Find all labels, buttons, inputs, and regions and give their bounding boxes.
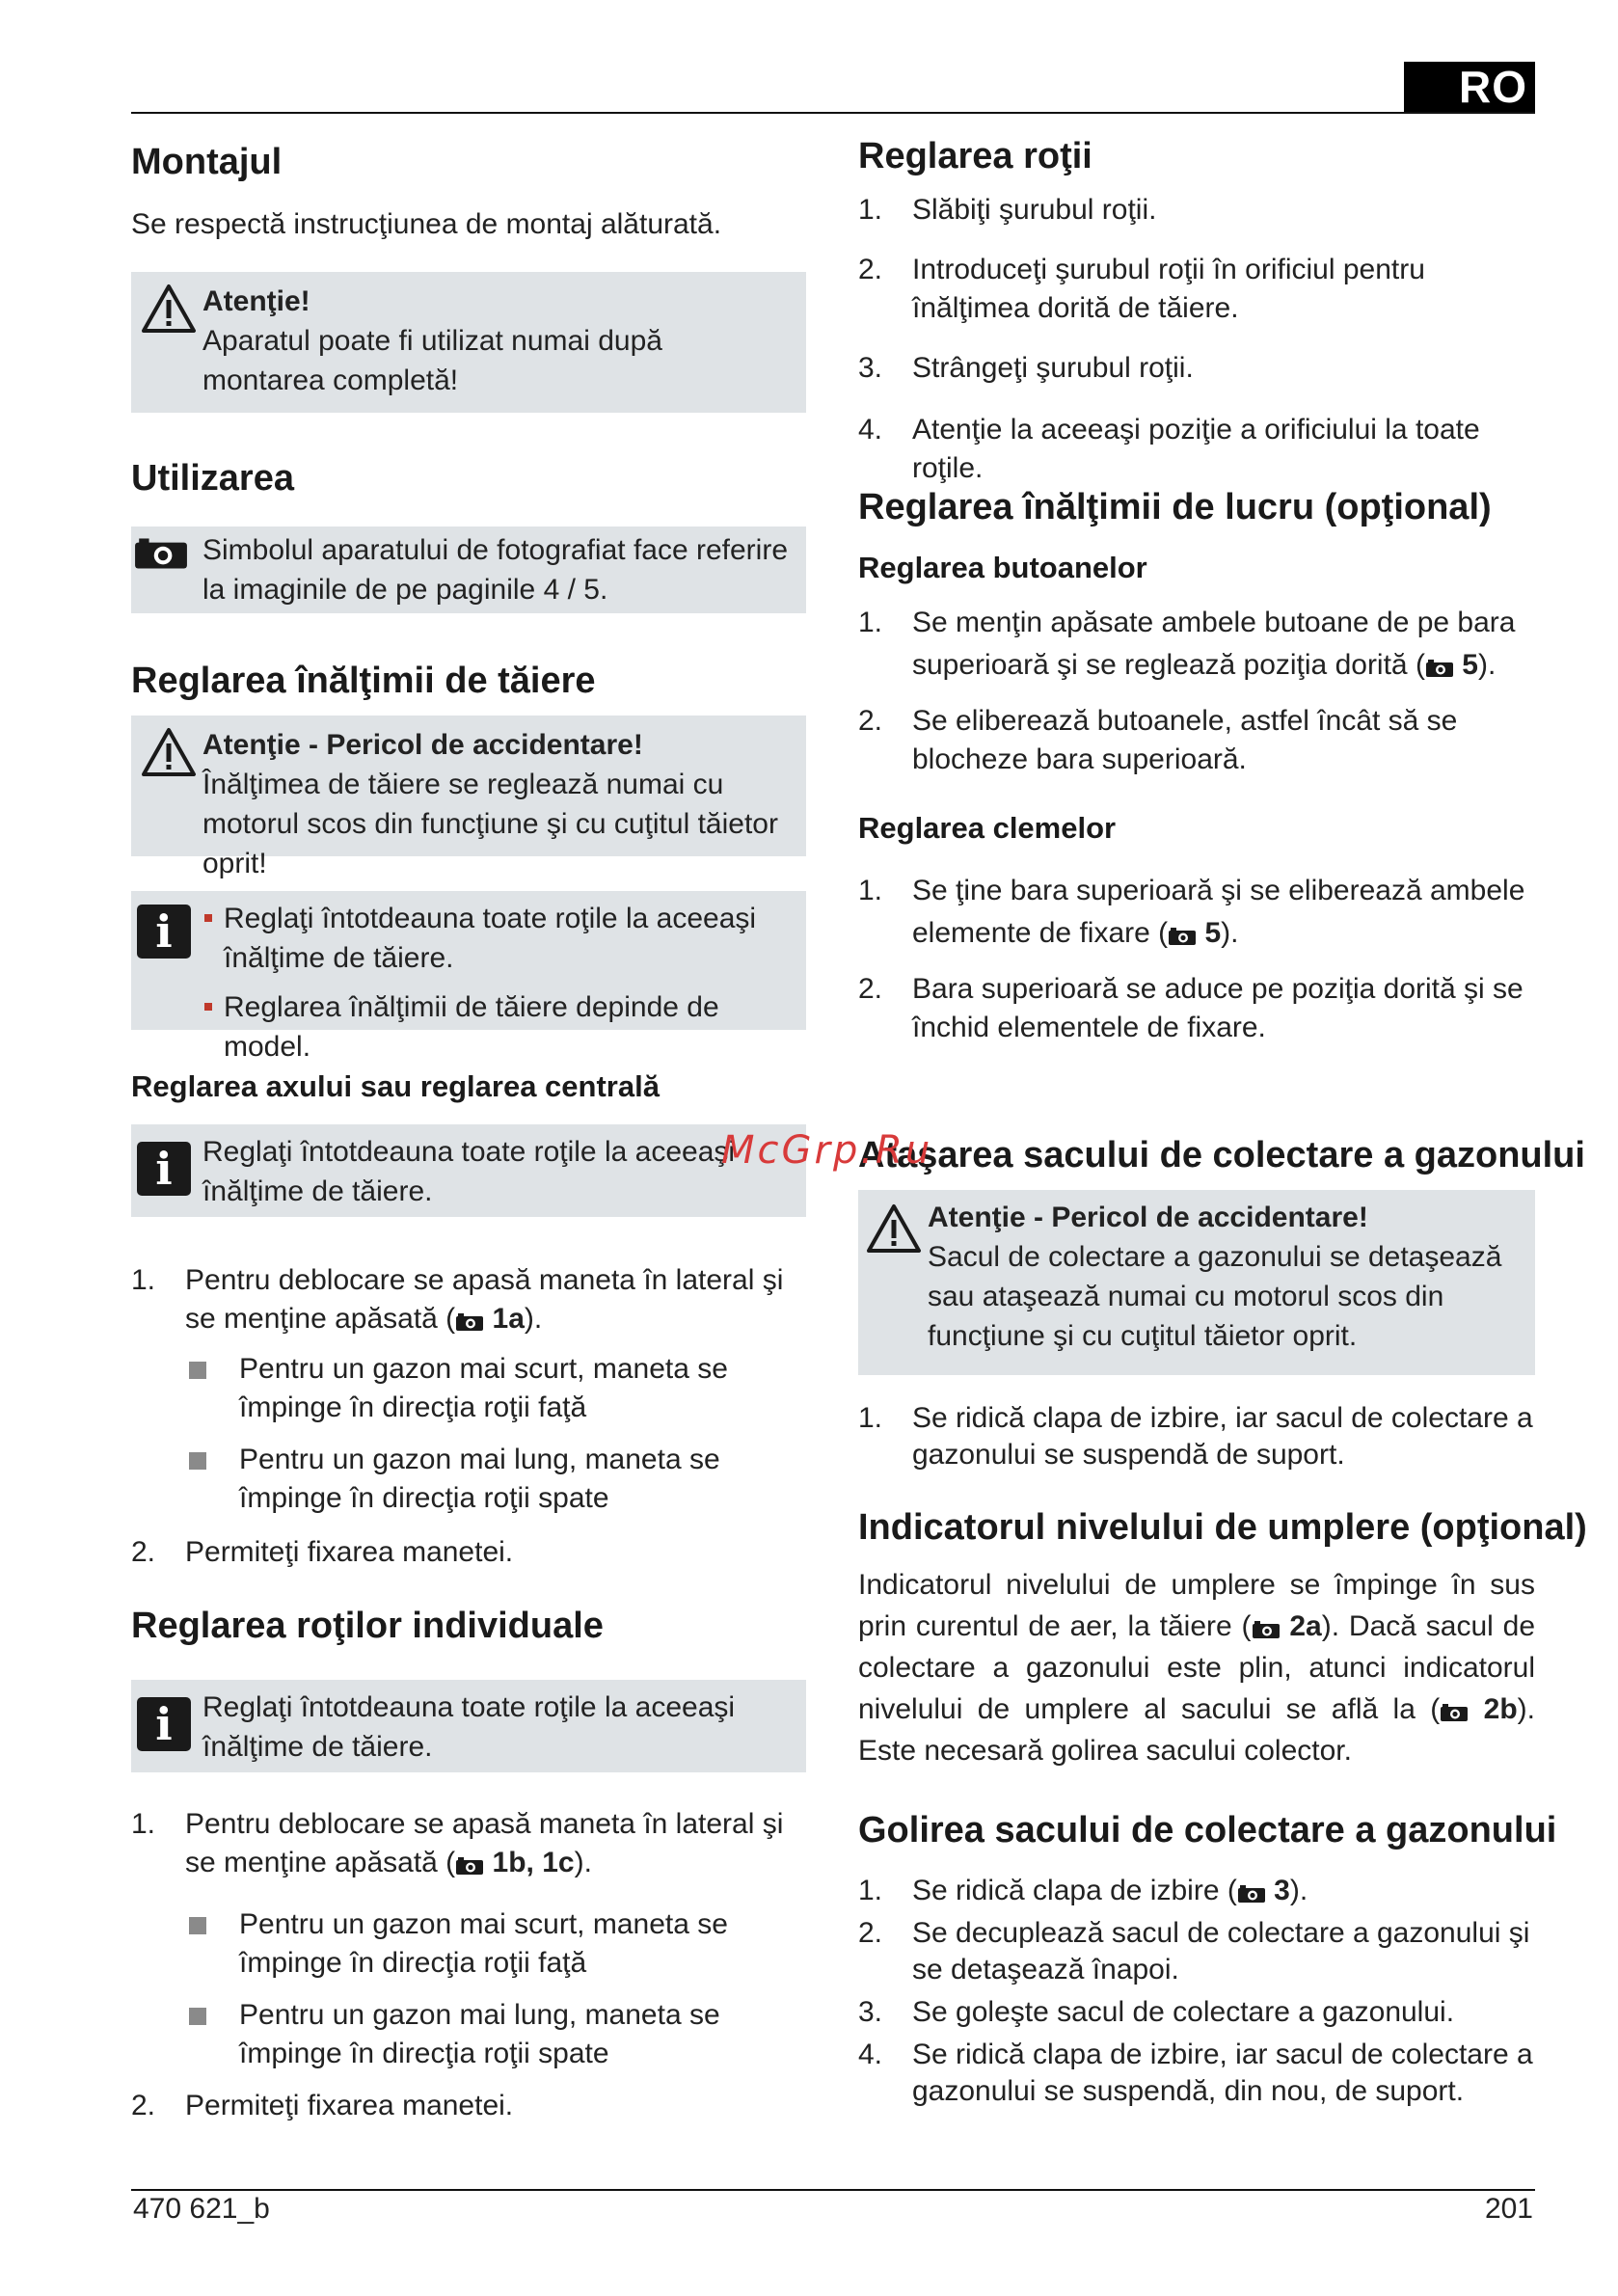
step-item: 3. Se goleşte sacul de colectare a gazonului. (858, 1996, 1455, 2028)
footer-document-code: 470 621_b (133, 2193, 270, 2225)
camera-note-text: Simbolul aparatului de fotografiat face referire la imaginile de pe paginile 4 / 5. (202, 534, 789, 606)
golire-steps (858, 1873, 1535, 2110)
warning-icon (141, 284, 197, 334)
watermark: McGrp.Ru (721, 1128, 933, 1173)
section-title-montaj: Montajul (131, 142, 283, 182)
info-bullet: Reglarea înălţimii de tăiere depinde de model. (202, 987, 781, 1067)
warning-box-montaj (131, 272, 806, 413)
subsection-title-clemelor: Reglarea clemelor (858, 811, 1117, 845)
bullet-marker (189, 2008, 206, 2025)
axul-substeps (185, 1350, 806, 1518)
warning-text: Înălţimea de tăiere se reglează numai cu motorul scos din funcţiune şi cu cuţitul tăietor oprit! (202, 769, 778, 879)
step-item: 3. Strângeţi şurubul roţii. (858, 352, 1194, 384)
subsection-title-axul: Reglarea axului sau reglarea centrală (131, 1069, 660, 1103)
substep-item: Pentru un gazon mai lung, maneta se împinge în direcţia roţii spate (185, 1441, 806, 1518)
camera-icon (1440, 1703, 1469, 1722)
info-box-individuale (131, 1680, 806, 1772)
step-item: 2. Bara superioară se aduce pe poziţia dorită şi se închid elementele de fixare. (858, 973, 1524, 1043)
axul-steps-2 (131, 1533, 806, 1572)
bullet-marker (189, 1452, 206, 1470)
clemelor-steps (858, 870, 1535, 1047)
info-box-axul (131, 1124, 806, 1217)
section-title-golire: Golirea sacului de colectare a gazonului (858, 1810, 1557, 1850)
indicator-text: Indicatorul nivelului de umplere se împinge în sus prin curentul de aer, la tăiere ( 2a). Dacă sacul de colectare a gazonului este plin, atunci indicatorul nivelului de umplere al sacului se află la ( 2b). Este necesară golirea sacului colector. (858, 1569, 1535, 1767)
bullet-marker (189, 1362, 206, 1379)
butoane-steps (858, 602, 1535, 779)
info-text: Reglaţi întotdeauna toate roţile la aceeaşi înălţime de tăiere. (202, 1691, 736, 1763)
step-item: 1. Se ţine bara superioară şi se eliberează ambele elemente de fixare ( 5). (858, 875, 1525, 949)
info-box-taiere (131, 891, 806, 1063)
individuale-steps (131, 1805, 806, 1882)
montaj-text: Se respectă instrucţiunea de montaj alăturată. (131, 208, 722, 240)
step-item: 2. Se decuplează sacul de colectare a gazonului şi se detaşează înapoi. (858, 1917, 1530, 1985)
info-icon: i (137, 1697, 191, 1751)
camera-icon (455, 1856, 484, 1876)
header-rule (131, 112, 1535, 114)
section-title-utilizare: Utilizarea (131, 458, 294, 499)
language-code: RO (1459, 62, 1527, 112)
warning-box-taiere (131, 716, 806, 879)
step-item: 1. Se ridică clapa de izbire ( 3). (858, 1875, 1308, 1906)
individuale-substeps (185, 1905, 806, 2073)
camera-icon (133, 536, 189, 571)
section-title-taiere: Reglarea înălţimii de tăiere (131, 661, 596, 701)
step-item: 2. Introduceţi şurubul roţii în orificiul pentru înălţimea dorită de tăiere. (858, 254, 1425, 324)
section-title-lucru: Reglarea înălţimii de lucru (opţional) (858, 487, 1492, 527)
section-title-indicator: Indicatorul nivelului de umplere (opţional) (858, 1507, 1587, 1548)
step-item: 1. Pentru deblocare se apasă maneta în lateral şi se menţine apăsată ( 1a). (131, 1264, 784, 1335)
step-item: 4. Atenţie la aceeaşi poziţie a orificiului la toate roţile. (858, 414, 1480, 484)
warning-box-atasare (858, 1190, 1535, 1375)
section-title-individuale: Reglarea roţilor individuale (131, 1606, 604, 1646)
step-item: 2. Permiteţi fixarea manetei. (131, 1536, 514, 1568)
bullet-marker (204, 914, 212, 922)
camera-icon (1252, 1620, 1281, 1639)
camera-icon (1425, 659, 1454, 678)
camera-icon (1237, 1884, 1266, 1904)
info-text: Reglaţi întotdeauna toate roţile la aceeaşi înălţime de tăiere. (202, 1136, 736, 1207)
step-item: 1. Se menţin apăsate ambele butoane de pe bara superioară şi se reglează poziţia dorită ( 5). (858, 607, 1516, 681)
warning-title: Atenţie - Pericol de accidentare! (928, 1202, 1368, 1233)
step-item: 4. Se ridică clapa de izbire, iar sacul de colectare a gazonului se suspendă, din nou, de suport. (858, 2039, 1533, 2107)
step-item: 2. Se eliberează butoanele, astfel încât să se blocheze bara superioară. (858, 705, 1458, 775)
warning-title: Atenţie - Pericol de accidentare! (202, 729, 643, 761)
footer-rule (131, 2189, 1535, 2191)
substep-item: Pentru un gazon mai lung, maneta se împinge în direcţia roţii spate (185, 1996, 806, 2073)
axul-steps (131, 1261, 806, 1338)
warning-icon (141, 727, 197, 777)
camera-note-box (131, 527, 806, 613)
section-title-atasare: Ataşarea sacului de colectare a gazonului (858, 1135, 1585, 1175)
individuale-steps-2 (131, 2087, 806, 2125)
atasare-steps (858, 1400, 1535, 1473)
subsection-title-butoane: Reglarea butoanelor (858, 551, 1147, 584)
step-item: 1. Se ridică clapa de izbire, iar sacul de colectare a gazonului se suspendă de suport. (858, 1402, 1533, 1471)
bullet-marker (189, 1917, 206, 1934)
camera-icon (1168, 927, 1197, 946)
section-title-roti: Reglarea roţii (858, 136, 1092, 176)
warning-title: Atenţie! (202, 285, 310, 317)
footer-page-number: 201 (1484, 2193, 1533, 2225)
language-tab (1404, 62, 1535, 112)
substep-item: Pentru un gazon mai scurt, maneta se împinge în direcţia roţii faţă (185, 1905, 806, 1983)
info-icon: i (137, 1142, 191, 1196)
bullet-marker (204, 1003, 212, 1011)
step-item: 1. Slăbiţi şurubul roţii. (858, 194, 1157, 226)
step-item: 1. Pentru deblocare se apasă maneta în lateral şi se menţine apăsată ( 1b, 1c). (131, 1808, 784, 1878)
roti-steps (858, 191, 1535, 488)
substep-item: Pentru un gazon mai scurt, maneta se împinge în direcţia roţii faţă (185, 1350, 806, 1427)
info-bullet: Reglaţi întotdeauna toate roţile la aceeaşi înălţime de tăiere. (202, 899, 781, 978)
info-icon: i (137, 905, 191, 959)
warning-icon (866, 1203, 922, 1254)
warning-text: Aparatul poate fi utilizat numai după montarea completă! (202, 325, 662, 396)
camera-icon (455, 1312, 484, 1332)
step-item: 2. Permiteţi fixarea manetei. (131, 2090, 514, 2121)
warning-text: Sacul de colectare a gazonului se detaşează sau ataşează numai cu motorul scos din funcţiune şi cu cuţitul tăietor oprit. (928, 1241, 1502, 1352)
